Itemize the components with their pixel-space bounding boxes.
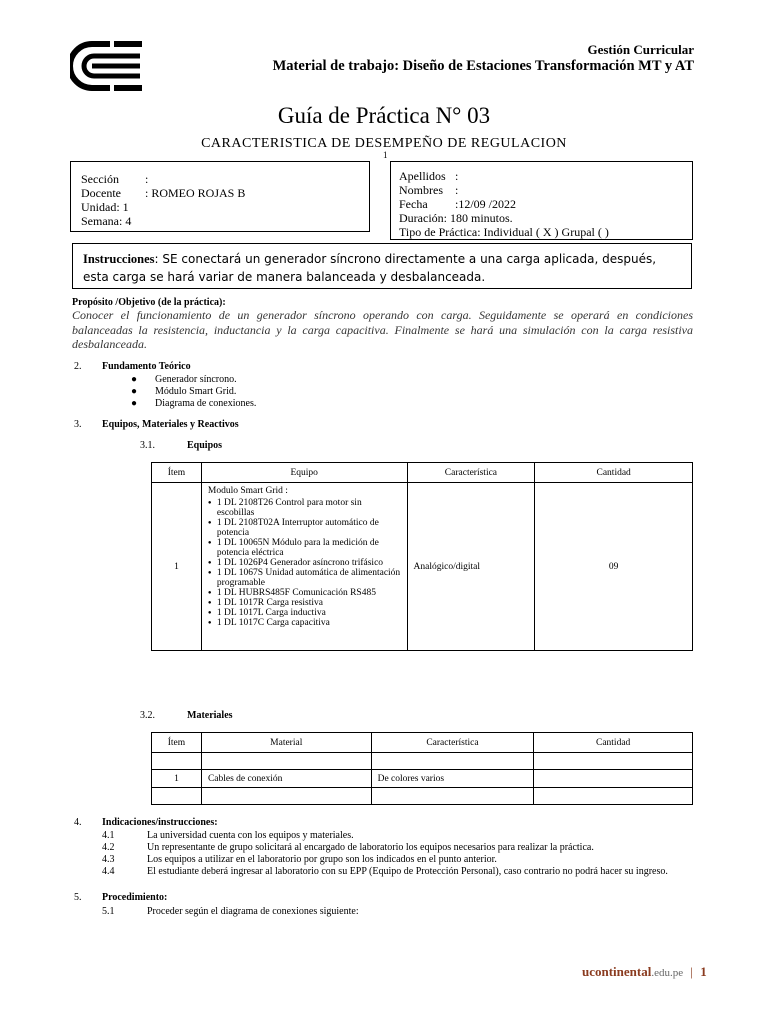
table-header-row <box>152 733 693 753</box>
header-equipment: Equipo <box>201 463 407 483</box>
equipment-table <box>151 462 693 651</box>
equipment-module-title: Modulo Smart Grid : <box>207 486 288 496</box>
header-item: Ítem <box>152 463 202 483</box>
subsection-3-2-title: Materiales <box>187 710 233 721</box>
section-2-title: Fundamento Teórico <box>102 361 191 372</box>
table-header-row <box>152 463 693 483</box>
cell-characteristic <box>371 753 534 770</box>
list-item: ● 1 DL 2108T26 Control para motor sin escobillas <box>208 498 401 518</box>
section-row <box>81 172 359 186</box>
week-label: Semana: 4 <box>81 214 132 228</box>
surname-value: : <box>455 169 459 183</box>
subsection-3-2-heading <box>140 710 233 721</box>
list-item: ● 1 DL HUBRS485F Comunicación RS485 <box>208 588 401 598</box>
date-value: :12/09 /2022 <box>455 197 517 211</box>
teacher-label: Docente <box>81 186 121 200</box>
header-item: Ítem <box>152 733 202 753</box>
header-quantity: Cantidad <box>534 733 693 753</box>
list-item: ● 1 DL 1017R Carga resistiva <box>208 598 401 608</box>
cell-material: Cables de conexión <box>201 770 371 788</box>
instructions-box <box>72 243 692 289</box>
section-5-heading <box>74 892 167 903</box>
section-4-number: 4. <box>74 817 82 828</box>
subsection-3-1-heading <box>140 440 222 451</box>
section-value: : <box>145 172 149 186</box>
cell-characteristic <box>371 788 534 805</box>
cell-item <box>152 753 202 770</box>
subsection-3-1-number: 3.1. <box>140 440 155 451</box>
instructions-list <box>102 830 693 878</box>
section-4-title: Indicaciones/instrucciones: <box>102 817 218 828</box>
unit-label: Unidad: 1 <box>81 200 129 214</box>
section-5-title: Procedimiento: <box>102 892 168 903</box>
subsection-3-2-number: 3.2. <box>140 710 155 721</box>
cell-quantity <box>534 788 693 805</box>
section-3-heading <box>74 419 239 430</box>
section-5-number: 5. <box>74 892 82 903</box>
names-label: Nombres <box>399 183 443 197</box>
table-row <box>152 483 693 651</box>
section-label: Sección <box>81 172 119 186</box>
section-2-number: 2. <box>74 361 82 372</box>
purpose-text: Conocer el funcionamiento de un generador síncrono operando con carga. Seguidamente se operará en condiciones balanceadas la resistencia, inductancia y la carga capacitiva. Finalmente se hará una simulación con la carga resistiva desbalanceada. <box>72 308 693 351</box>
teacher-row <box>81 186 359 200</box>
cell-item <box>152 788 202 805</box>
practice-type-row: Tipo de Práctica: Individual ( X ) Grupal ( ) <box>399 225 609 239</box>
header-line-2: Material de trabajo: Diseño de Estaciones Transformación MT y AT <box>272 58 694 74</box>
cell-characteristic: De colores varios <box>371 770 534 788</box>
list-item: ● 1 DL 1067S Unidad automática de alimentación programable <box>208 568 401 588</box>
footer-domain: .edu.pe <box>651 967 684 979</box>
instructions-text: : SE conectará un generador síncrono directamente a una carga aplicada, después, esta carga se hará variar de manera balanceada y desbalanceada. <box>83 252 657 284</box>
student-info-box <box>390 161 693 240</box>
page-title: Guía de Práctica N° 03 <box>277 103 491 128</box>
date-row <box>399 197 684 211</box>
cell-item: 1 <box>152 770 202 788</box>
cell-characteristic: Analógico/digital <box>407 483 535 651</box>
table-row <box>152 770 693 788</box>
cell-material <box>201 753 371 770</box>
list-item: ● Generador síncrono. <box>131 374 237 385</box>
page-subtitle: CARACTERISTICA DE DESEMPEÑO DE REGULACION <box>201 136 567 151</box>
surname-row <box>399 169 684 183</box>
teacher-value: : ROMEO ROJAS B <box>145 186 246 200</box>
equipment-list <box>208 498 401 628</box>
section-2-heading <box>74 361 191 372</box>
header-quantity: Cantidad <box>535 463 693 483</box>
ucontinental-logo <box>70 40 142 92</box>
list-item: 4.4 El estudiante deberá ingresar al laboratorio con su EPP (Equipo de Protección Personal), caso contrario no podrá hacer su ingreso. <box>102 866 668 877</box>
footer-separator: | <box>690 964 693 979</box>
header-line-1: Gestión Curricular <box>587 42 694 57</box>
cell-material <box>201 788 371 805</box>
list-item: 4.3 Los equipos a utilizar en el laboratorio por grupo son los indicados en el punto anterior. <box>102 854 497 865</box>
purpose-heading: Propósito /Objetivo (de la práctica): <box>72 297 226 308</box>
names-value: : <box>455 183 459 197</box>
table-row <box>152 788 693 805</box>
table-row <box>152 753 693 770</box>
header-characteristic: Característica <box>371 733 534 753</box>
course-info-box <box>70 161 370 232</box>
unit-row <box>81 200 359 214</box>
list-item: ● 1 DL 1017L Carga inductiva <box>208 608 401 618</box>
procedure-list <box>102 906 693 918</box>
subsection-3-1-title: Equipos <box>187 440 223 451</box>
list-item: 5.1 Proceder según el diagrama de conexiones siguiente: <box>102 906 359 917</box>
list-item: ● Diagrama de conexiones. <box>131 398 257 409</box>
list-item: ● Módulo Smart Grid. <box>131 386 237 397</box>
footer-brand: ucontinental <box>582 964 652 979</box>
cell-quantity: 09 <box>535 483 693 651</box>
materials-table <box>151 732 693 805</box>
list-item: ● 1 DL 1026P4 Generador asíncrono trifásico <box>208 558 401 568</box>
list-item: 4.2 Un representante de grupo solicitará al encargado de laboratorio los equipos necesarios para realizar la práctica. <box>102 842 594 853</box>
subtitle-footnote: 1 <box>383 150 388 160</box>
week-row <box>81 214 359 228</box>
section-4-heading <box>74 817 218 828</box>
cell-quantity <box>534 753 693 770</box>
header-material: Material <box>201 733 371 753</box>
instructions-label: Instrucciones <box>83 252 155 266</box>
cell-equipment <box>201 483 407 651</box>
theory-list <box>131 374 256 410</box>
section-3-title: Equipos, Materiales y Reactivos <box>102 419 239 430</box>
list-item: 4.1 La universidad cuenta con los equipos y materiales. <box>102 830 354 841</box>
cell-item: 1 <box>152 483 202 651</box>
header-characteristic: Característica <box>407 463 535 483</box>
list-item: ● 1 DL 2108T02A Interruptor automático de potencia <box>208 518 401 538</box>
page-number: 1 <box>700 964 707 979</box>
list-item: ● 1 DL 10065N Módulo para la medición de potencia eléctrica <box>208 538 401 558</box>
date-label: Fecha <box>399 197 428 211</box>
surname-label: Apellidos <box>399 169 446 183</box>
names-row <box>399 183 684 197</box>
duration-row: Duración: 180 minutos. <box>399 211 513 225</box>
list-item: ● 1 DL 1017C Carga capacitiva <box>208 618 401 628</box>
footer <box>582 964 707 980</box>
cell-quantity <box>534 770 693 788</box>
section-3-number: 3. <box>74 419 82 430</box>
